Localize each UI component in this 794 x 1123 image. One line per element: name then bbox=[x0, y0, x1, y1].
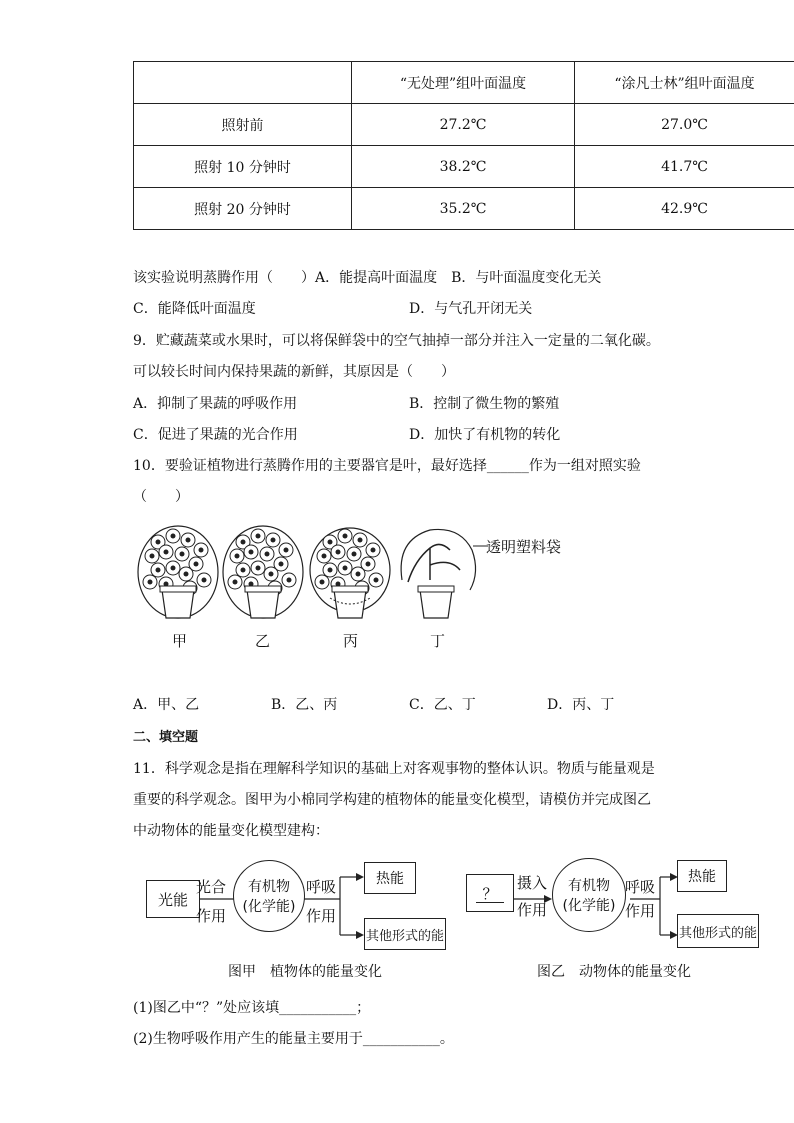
q11-sub1: (1)图乙中“？”处应该填___________； bbox=[133, 1000, 371, 1016]
table-cell: 42.9℃ bbox=[575, 188, 794, 230]
table-cell: 41.7℃ bbox=[575, 146, 794, 188]
table-cell: 27.2℃ bbox=[352, 104, 575, 146]
q9-line1: 9．贮藏蔬菜或水果时，可以将保鲜袋中的空气抽掉一部分并注入一定量的二氧化碳。 bbox=[133, 333, 660, 349]
diagram-a-center-circle bbox=[233, 860, 305, 932]
plant-jia bbox=[138, 526, 218, 618]
q8-stem: 该实验说明蒸腾作用（ ）A．能提高叶面温度 B．与叶面温度变化无关 bbox=[133, 270, 602, 286]
diagram-a-source-box: 光能 bbox=[146, 880, 200, 918]
plant-yi bbox=[223, 526, 303, 618]
table-cell: 35.2℃ bbox=[352, 188, 575, 230]
section-title: 二、填空题 bbox=[133, 730, 199, 745]
q9-option-d: D．加快了有机物的转化 bbox=[409, 427, 561, 443]
q11-line1: 11．科学观念是指在理解科学知识的基础上对客观事物的整体认识。物质与能量观是 bbox=[133, 761, 655, 777]
q9-line2: 可以较长时间内保持果蔬的新鲜，其原因是（ ） bbox=[133, 364, 455, 380]
pot-label-bing: 丙 bbox=[343, 632, 359, 650]
diagram-b-caption: 图乙 动物体的能量变化 bbox=[537, 964, 691, 980]
diagram-a-center-line1: 有机物 bbox=[248, 879, 290, 895]
q10-option-c: C．乙、丁 bbox=[409, 697, 476, 713]
q8-option-d: D．与气孔开闭无关 bbox=[409, 301, 533, 317]
diagram-b-source-text: ？ bbox=[482, 885, 498, 903]
table-cell: 27.0℃ bbox=[575, 104, 794, 146]
q9-option-b: B．控制了微生物的繁殖 bbox=[409, 396, 560, 412]
diagram-b-heat-box: 热能 bbox=[677, 860, 727, 892]
q11-line2: 重要的科学观念。图甲为小棉同学构建的植物体的能量变化模型，请模仿并完成图乙 bbox=[133, 792, 651, 808]
table-cell: 38.2℃ bbox=[352, 146, 575, 188]
pot-label-yi: 乙 bbox=[255, 632, 271, 650]
table-row bbox=[134, 146, 794, 188]
diagram-b-blank-line bbox=[476, 902, 504, 903]
q11-sub2: (2)生物呼吸作用产生的能量主要用于___________。 bbox=[133, 1031, 454, 1047]
table-header-cell bbox=[134, 62, 352, 104]
table-row bbox=[134, 104, 794, 146]
q9-option-a: A．抑制了果蔬的呼吸作用 bbox=[133, 396, 298, 412]
table-header-row bbox=[134, 62, 794, 104]
temperature-table bbox=[133, 61, 794, 230]
q10-option-a: A．甲、乙 bbox=[133, 697, 200, 713]
diagram-b-arrow-top: 摄入 bbox=[517, 874, 548, 892]
diagram-a-resp-bottom: 作用 bbox=[306, 907, 337, 925]
q10-line1: 10．要验证植物进行蒸腾作用的主要器官是叶，最好选择______作为一组对照实验 bbox=[133, 458, 641, 474]
pot-label-ding: 丁 bbox=[430, 632, 446, 650]
table-cell: 照射 10 分钟时 bbox=[134, 146, 352, 188]
table-cell: 照射 20 分钟时 bbox=[134, 188, 352, 230]
diagram-a-arrow-bottom: 作用 bbox=[196, 907, 227, 925]
diagram-a-resp-top: 呼吸 bbox=[306, 878, 337, 896]
diagram-b-resp-top: 呼吸 bbox=[625, 878, 656, 896]
diagram-b-source-box bbox=[466, 874, 514, 912]
bag-label: 透明塑料袋 bbox=[486, 538, 562, 556]
diagram-a-heat-box: 热能 bbox=[364, 862, 416, 894]
q10-line2: （ ） bbox=[133, 489, 189, 505]
diagram-a-caption: 图甲 植物体的能量变化 bbox=[228, 964, 382, 980]
diagram-b-other-box: 其他形式的能 bbox=[677, 914, 759, 948]
pot-label-jia: 甲 bbox=[172, 632, 188, 650]
q9-option-c: C．促进了果蔬的光合作用 bbox=[133, 427, 298, 443]
table-cell: 照射前 bbox=[134, 104, 352, 146]
table-header-cell: “涂凡士林”组叶面温度 bbox=[575, 62, 794, 104]
table-header-cell: “无处理”组叶面温度 bbox=[352, 62, 575, 104]
diagram-a-center-line2: (化学能) bbox=[242, 899, 296, 915]
diagram-a-other-box: 其他形式的能 bbox=[364, 918, 446, 950]
q10-option-b: B．乙、丙 bbox=[271, 697, 338, 713]
diagram-a-arrow-top: 光合 bbox=[196, 878, 227, 896]
diagram-b-center-line1: 有机物 bbox=[568, 878, 610, 894]
diagram-b-center-circle bbox=[552, 858, 626, 932]
q11-line3: 中动物体的能量变化模型建构： bbox=[133, 823, 329, 839]
diagram-b-arrow-bottom: 作用 bbox=[517, 901, 548, 919]
diagram-b-center-line2: (化学能) bbox=[562, 898, 616, 914]
q8-option-c: C．能降低叶面温度 bbox=[133, 301, 256, 317]
diagram-b-resp-bottom: 作用 bbox=[625, 902, 656, 920]
table-row bbox=[134, 188, 794, 230]
plant-ding bbox=[401, 529, 488, 618]
plant-bing bbox=[310, 528, 390, 618]
q10-option-d: D．丙、丁 bbox=[547, 697, 615, 713]
